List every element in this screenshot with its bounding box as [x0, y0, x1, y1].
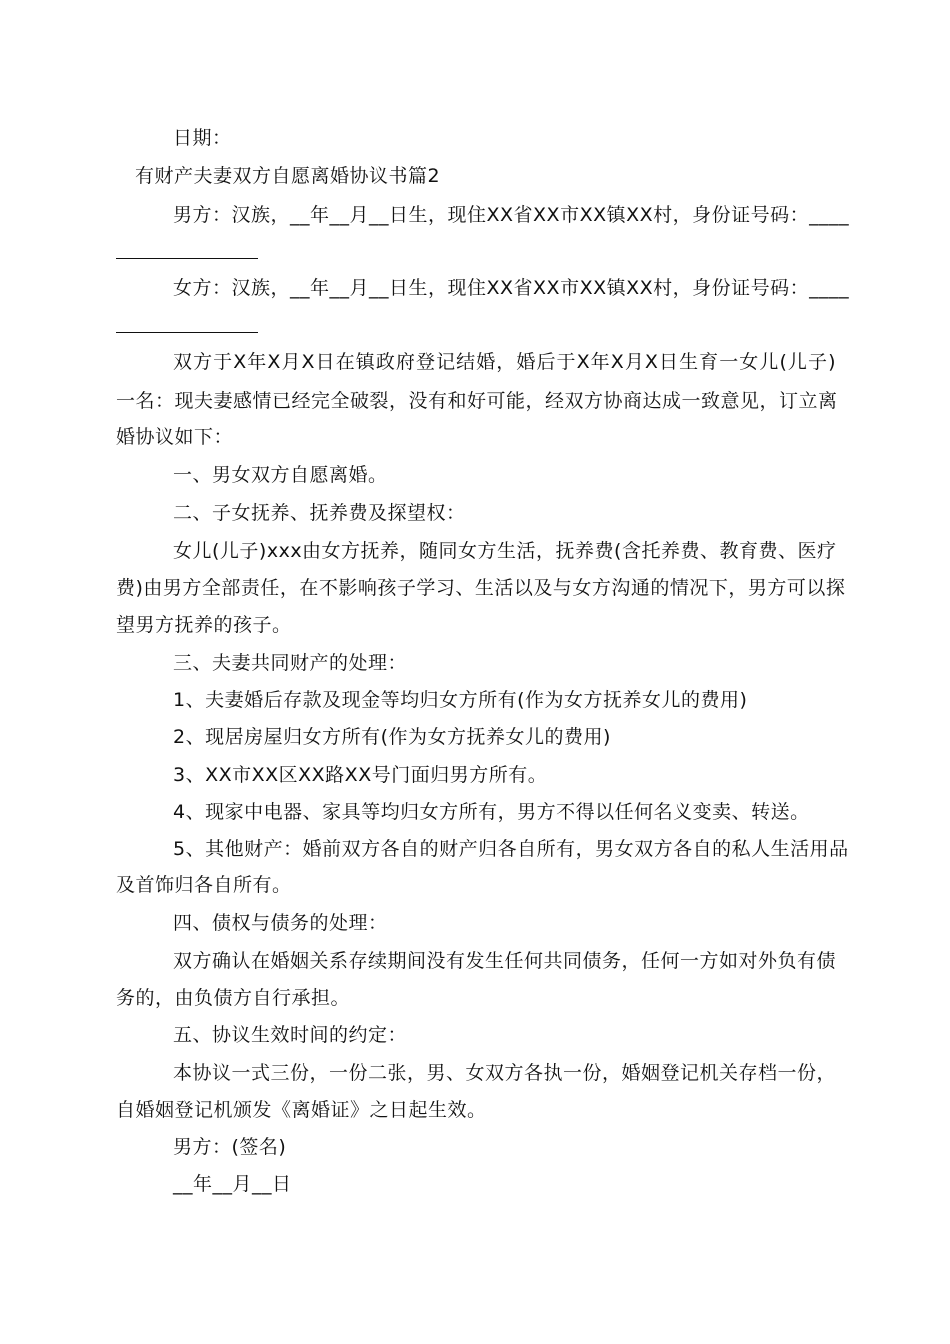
- female-party-info: 女方：汉族，__年__月__日生，现住XX省XX市XX镇XX村，身份证号码：____: [173, 277, 850, 299]
- section-2-heading: 二、子女抚养、抚养费及探望权：: [173, 502, 466, 524]
- section-1: 一、男女双方自愿离婚。: [173, 464, 388, 486]
- section-3-item-4: 4、现家中电器、家具等均归女方所有，男方不得以任何名义变卖、转送。: [173, 801, 810, 823]
- section-3-heading: 三、夫妻共同财产的处理：: [173, 652, 408, 674]
- signature-line: 男方：(签名): [173, 1136, 287, 1158]
- section-2-line-2: 费)由男方全部责任，在不影响孩子学习、生活以及与女方沟通的情况下，男方可以探: [116, 577, 846, 599]
- section-3-item-5-line-1: 5、其他财产：婚前双方各自的财产归各自所有，男女双方各自的私人生活用品: [173, 838, 849, 860]
- section-4-line-2: 务的，由负债方自行承担。: [116, 987, 351, 1009]
- date-label: 日期：: [173, 127, 232, 149]
- signature-date: __年__月__日: [173, 1173, 292, 1195]
- section-5-line-1: 本协议一式三份，一份二张，男、女双方各执一份，婚姻登记机关存档一份，: [173, 1062, 837, 1084]
- section-5-heading: 五、协议生效时间的约定：: [173, 1024, 408, 1046]
- section-4-heading: 四、债权与债务的处理：: [173, 912, 388, 934]
- intro-line-1: 双方于X年X月X日在镇政府登记结婚，婚后于X年X月X日生育一女儿(儿子): [173, 351, 836, 373]
- section-2-line-3: 望男方抚养的孩子。: [116, 614, 292, 636]
- id-number-blank-line: [116, 258, 258, 259]
- id-number-blank-line: [116, 332, 258, 333]
- section-2-line-1: 女儿(儿子)xxx由女方抚养，随同女方生活，抚养费(含托养费、教育费、医疗: [173, 540, 837, 562]
- section-4-line-1: 双方确认在婚姻关系存续期间没有发生任何共同债务，任何一方如对外负有债: [173, 950, 837, 972]
- section-5-line-2: 自婚姻登记机颁发《离婚证》之日起生效。: [116, 1099, 487, 1121]
- section-3-item-1: 1、夫妻婚后存款及现金等均归女方所有(作为女方抚养女儿的费用): [173, 689, 748, 711]
- male-party-info: 男方：汉族，__年__月__日生，现住XX省XX市XX镇XX村，身份证号码：____: [173, 204, 850, 226]
- document-title: 有财产夫妻双方自愿离婚协议书篇2: [135, 165, 441, 187]
- intro-line-3: 婚协议如下：: [116, 426, 234, 448]
- section-3-item-2: 2、现居房屋归女方所有(作为女方抚养女儿的费用): [173, 726, 611, 748]
- section-3-item-3: 3、XX市XX区XX路XX号门面归男方所有。: [173, 764, 548, 786]
- intro-line-2: 一名：现夫妻感情已经完全破裂，没有和好可能，经双方协商达成一致意见，订立离: [116, 390, 838, 412]
- section-3-item-5-line-2: 及首饰归各自所有。: [116, 874, 292, 896]
